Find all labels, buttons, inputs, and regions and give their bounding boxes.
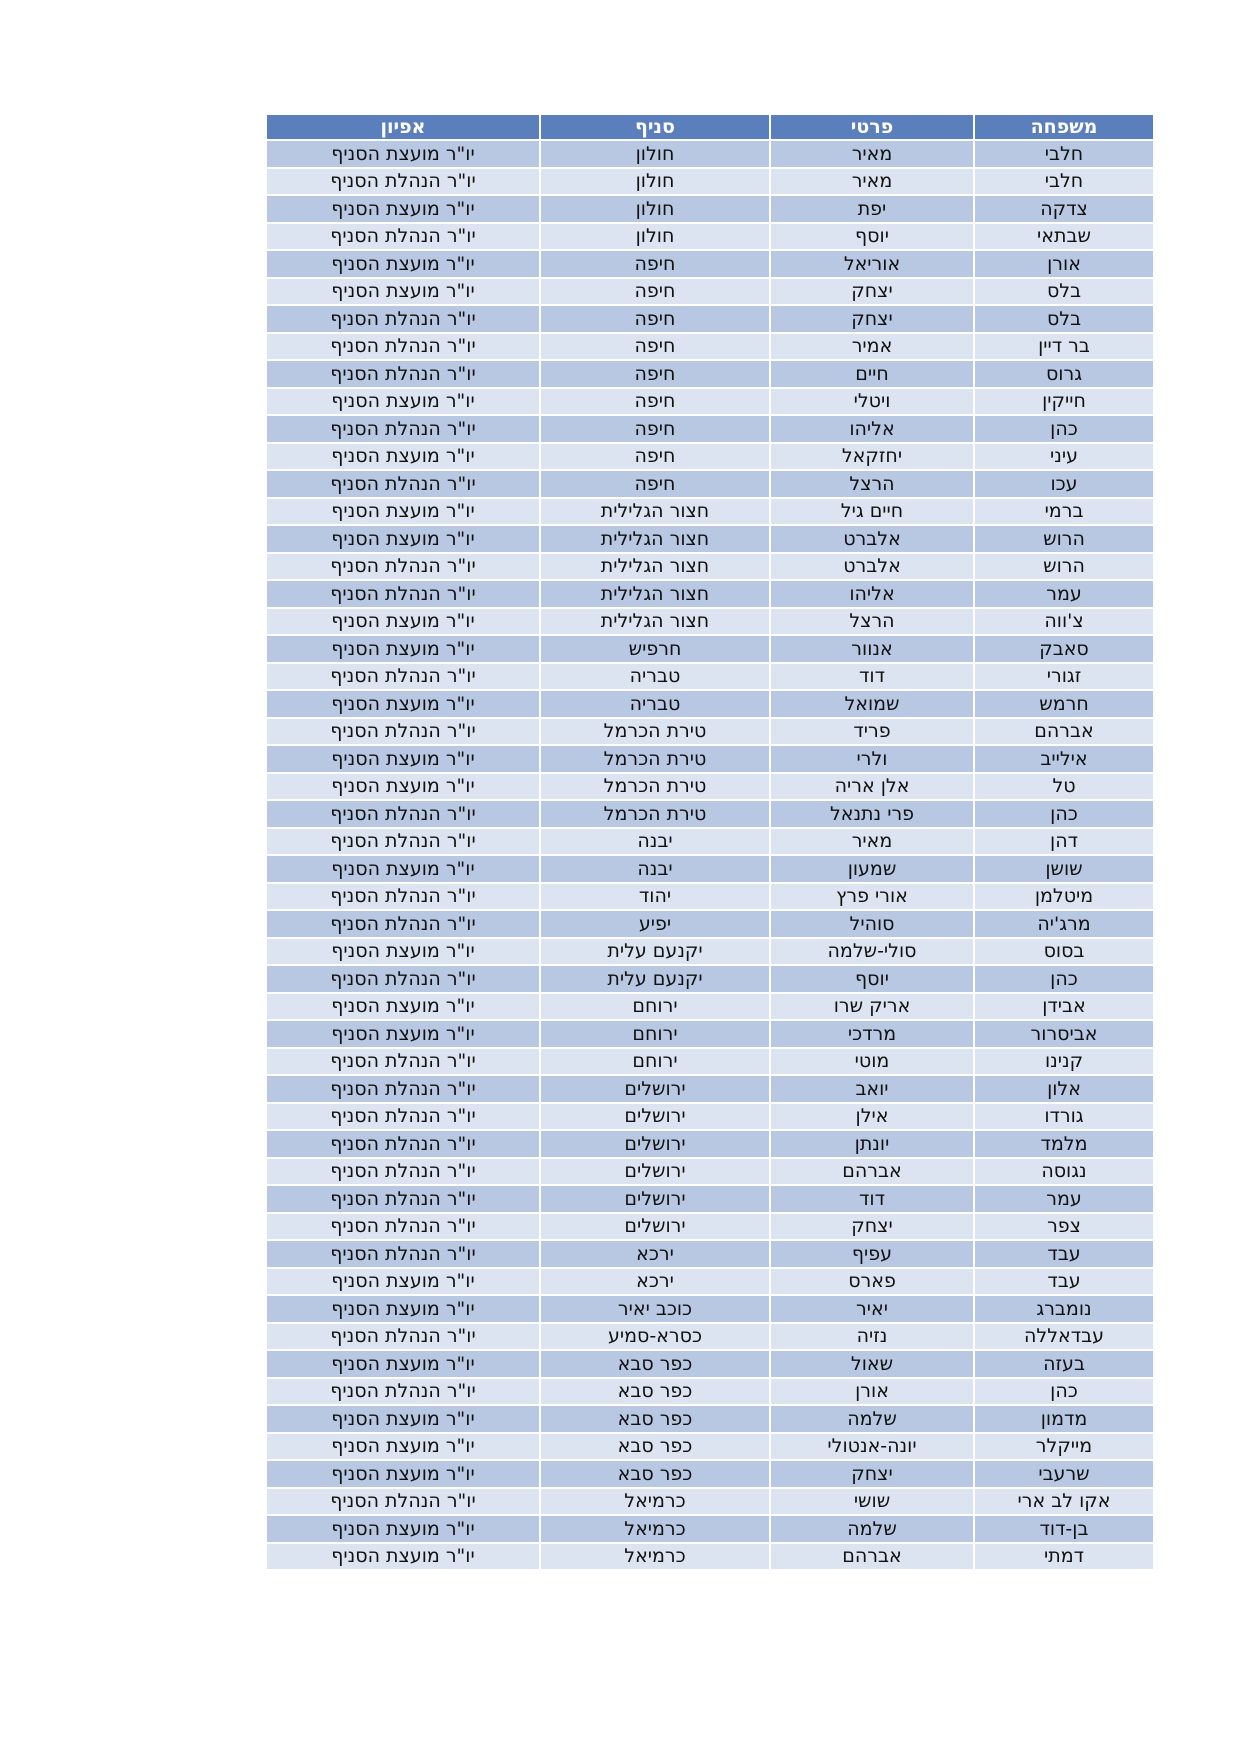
- cell-first-name: יצחק: [770, 305, 974, 333]
- cell-family: טל: [974, 773, 1154, 801]
- cell-role: יו"ר מועצת הסניף: [266, 745, 540, 773]
- table-row: [266, 580, 1154, 608]
- cell-branch: ירושלים: [540, 1185, 770, 1213]
- cell-role: יו"ר מועצת הסניף: [266, 443, 540, 471]
- cell-branch: חולון: [540, 223, 770, 251]
- cell-family: שרעבי: [974, 1460, 1154, 1488]
- cell-role: יו"ר הנהלת הסניף: [266, 663, 540, 691]
- table-row: [266, 910, 1154, 938]
- table-row: [266, 168, 1154, 196]
- cell-first-name: מאיר: [770, 140, 974, 168]
- cell-first-name: ולרי: [770, 745, 974, 773]
- cell-family: בלס: [974, 305, 1154, 333]
- table-row: [266, 333, 1154, 361]
- table-row: [266, 1350, 1154, 1378]
- header-row: [266, 114, 1154, 140]
- cell-branch: ירושלים: [540, 1103, 770, 1131]
- cell-role: יו"ר מועצת הסניף: [266, 608, 540, 636]
- cell-first-name: עפיף: [770, 1240, 974, 1268]
- cell-first-name: יחזקאל: [770, 443, 974, 471]
- cell-first-name: חיים: [770, 360, 974, 388]
- cell-family: עמר: [974, 1185, 1154, 1213]
- table-row: [266, 883, 1154, 911]
- cell-family: כהן: [974, 415, 1154, 443]
- cell-family: זגורי: [974, 663, 1154, 691]
- cell-branch: חיפה: [540, 305, 770, 333]
- cell-family: מרג'יה: [974, 910, 1154, 938]
- cell-branch: ירוחם: [540, 1048, 770, 1076]
- table-row: [266, 773, 1154, 801]
- cell-branch: ירושלים: [540, 1130, 770, 1158]
- cell-first-name: אילן: [770, 1103, 974, 1131]
- table-body: [266, 140, 1154, 1570]
- table-row: [266, 1323, 1154, 1351]
- table-row: [266, 635, 1154, 663]
- cell-role: יו"ר מועצת הסניף: [266, 855, 540, 883]
- cell-branch: ירושלים: [540, 1075, 770, 1103]
- cell-family: צ'ווה: [974, 608, 1154, 636]
- cell-role: יו"ר הנהלת הסניף: [266, 1048, 540, 1076]
- cell-branch: כרמיאל: [540, 1515, 770, 1543]
- cell-first-name: אורן: [770, 1378, 974, 1406]
- cell-family: אורן: [974, 250, 1154, 278]
- table-row: [266, 250, 1154, 278]
- cell-branch: כרמיאל: [540, 1543, 770, 1571]
- cell-branch: חיפה: [540, 443, 770, 471]
- table-row: [266, 1378, 1154, 1406]
- cell-branch: כסרא-סמיע: [540, 1323, 770, 1351]
- cell-branch: יבנה: [540, 855, 770, 883]
- cell-first-name: אוריאל: [770, 250, 974, 278]
- cell-first-name: יצחק: [770, 278, 974, 306]
- column-header-role: אפיון: [266, 114, 540, 140]
- cell-branch: כפר סבא: [540, 1350, 770, 1378]
- table-row: [266, 305, 1154, 333]
- table-row: [266, 965, 1154, 993]
- cell-role: יו"ר הנהלת הסניף: [266, 580, 540, 608]
- cell-branch: ירוחם: [540, 993, 770, 1021]
- cell-first-name: שמעון: [770, 855, 974, 883]
- cell-family: גורדו: [974, 1103, 1154, 1131]
- cell-family: חרמש: [974, 690, 1154, 718]
- cell-role: יו"ר הנהלת הסניף: [266, 1240, 540, 1268]
- cell-branch: ירכא: [540, 1240, 770, 1268]
- cell-first-name: יצחק: [770, 1213, 974, 1241]
- cell-branch: יקנעם עלית: [540, 938, 770, 966]
- cell-role: יו"ר מועצת הסניף: [266, 773, 540, 801]
- cell-family: אקו לב ארי: [974, 1488, 1154, 1516]
- cell-first-name: שושי: [770, 1488, 974, 1516]
- table-row: [266, 828, 1154, 856]
- cell-branch: חיפה: [540, 388, 770, 416]
- cell-first-name: פרי נתנאל: [770, 800, 974, 828]
- cell-first-name: דוד: [770, 1185, 974, 1213]
- cell-first-name: מאיר: [770, 168, 974, 196]
- cell-family: עמר: [974, 580, 1154, 608]
- cell-family: קנינו: [974, 1048, 1154, 1076]
- cell-first-name: יאיר: [770, 1295, 974, 1323]
- cell-branch: חרפיש: [540, 635, 770, 663]
- cell-family: עבדאללה: [974, 1323, 1154, 1351]
- cell-first-name: פריד: [770, 718, 974, 746]
- cell-role: יו"ר הנהלת הסניף: [266, 305, 540, 333]
- table-row: [266, 1213, 1154, 1241]
- table-row: [266, 223, 1154, 251]
- cell-role: יו"ר הנהלת הסניף: [266, 718, 540, 746]
- table-row: [266, 800, 1154, 828]
- cell-role: יו"ר הנהלת הסניף: [266, 965, 540, 993]
- cell-role: יו"ר מועצת הסניף: [266, 1295, 540, 1323]
- table-row: [266, 855, 1154, 883]
- cell-role: יו"ר מועצת הסניף: [266, 1460, 540, 1488]
- cell-branch: כפר סבא: [540, 1460, 770, 1488]
- cell-first-name: שאול: [770, 1350, 974, 1378]
- cell-branch: כרמיאל: [540, 1488, 770, 1516]
- cell-family: כהן: [974, 800, 1154, 828]
- cell-role: יו"ר מועצת הסניף: [266, 1433, 540, 1461]
- cell-role: יו"ר הנהלת הסניף: [266, 883, 540, 911]
- cell-family: עבד: [974, 1268, 1154, 1296]
- cell-first-name: אנוור: [770, 635, 974, 663]
- cell-family: הרוש: [974, 525, 1154, 553]
- cell-first-name: דוד: [770, 663, 974, 691]
- cell-role: יו"ר הנהלת הסניף: [266, 360, 540, 388]
- cell-first-name: מוטי: [770, 1048, 974, 1076]
- cell-first-name: פארס: [770, 1268, 974, 1296]
- cell-role: יו"ר הנהלת הסניף: [266, 1323, 540, 1351]
- cell-branch: יהוד: [540, 883, 770, 911]
- cell-branch: ירושלים: [540, 1158, 770, 1186]
- cell-role: יו"ר מועצת הסניף: [266, 498, 540, 526]
- cell-family: סאבק: [974, 635, 1154, 663]
- cell-role: יו"ר הנהלת הסניף: [266, 553, 540, 581]
- cell-first-name: אלן אריה: [770, 773, 974, 801]
- cell-family: צפר: [974, 1213, 1154, 1241]
- cell-branch: חיפה: [540, 250, 770, 278]
- cell-family: מייקלר: [974, 1433, 1154, 1461]
- cell-branch: טירת הכרמל: [540, 745, 770, 773]
- cell-family: ברמי: [974, 498, 1154, 526]
- cell-branch: חולון: [540, 140, 770, 168]
- cell-role: יו"ר מועצת הסניף: [266, 1020, 540, 1048]
- cell-role: יו"ר הנהלת הסניף: [266, 1103, 540, 1131]
- cell-branch: יפיע: [540, 910, 770, 938]
- table-row: [266, 1295, 1154, 1323]
- table-row: [266, 1075, 1154, 1103]
- branch-chairs-table: [265, 113, 1155, 1571]
- cell-family: גרוס: [974, 360, 1154, 388]
- cell-first-name: סוהיל: [770, 910, 974, 938]
- table-row: [266, 415, 1154, 443]
- cell-role: יו"ר הנהלת הסניף: [266, 828, 540, 856]
- cell-role: יו"ר הנהלת הסניף: [266, 1213, 540, 1241]
- cell-role: יו"ר מועצת הסניף: [266, 525, 540, 553]
- cell-role: יו"ר מועצת הסניף: [266, 993, 540, 1021]
- cell-first-name: הרצל: [770, 470, 974, 498]
- table-row: [266, 140, 1154, 168]
- cell-first-name: שלמה: [770, 1405, 974, 1433]
- cell-first-name: מרדכי: [770, 1020, 974, 1048]
- cell-first-name: שמואל: [770, 690, 974, 718]
- cell-first-name: יוסף: [770, 223, 974, 251]
- table-row: [266, 1158, 1154, 1186]
- table-row: [266, 1515, 1154, 1543]
- cell-family: עיני: [974, 443, 1154, 471]
- cell-branch: חיפה: [540, 470, 770, 498]
- cell-first-name: אלברט: [770, 553, 974, 581]
- table-row: [266, 1185, 1154, 1213]
- table-row: [266, 1130, 1154, 1158]
- cell-role: יו"ר הנהלת הסניף: [266, 223, 540, 251]
- cell-family: הרוש: [974, 553, 1154, 581]
- cell-role: יו"ר הנהלת הסניף: [266, 1185, 540, 1213]
- cell-branch: טירת הכרמל: [540, 773, 770, 801]
- cell-first-name: יואב: [770, 1075, 974, 1103]
- cell-first-name: הרצל: [770, 608, 974, 636]
- table-row: [266, 690, 1154, 718]
- cell-role: יו"ר מועצת הסניף: [266, 1350, 540, 1378]
- table-row: [266, 718, 1154, 746]
- cell-family: בן-דוד: [974, 1515, 1154, 1543]
- cell-first-name: אמיר: [770, 333, 974, 361]
- cell-branch: חצור הגלילית: [540, 553, 770, 581]
- cell-role: יו"ר הנהלת הסניף: [266, 470, 540, 498]
- cell-family: עכו: [974, 470, 1154, 498]
- table-row: [266, 745, 1154, 773]
- cell-role: יו"ר הנהלת הסניף: [266, 333, 540, 361]
- cell-first-name: יונה-אנטולי: [770, 1433, 974, 1461]
- cell-branch: ירכא: [540, 1268, 770, 1296]
- table-row: [266, 360, 1154, 388]
- cell-family: מלמד: [974, 1130, 1154, 1158]
- cell-family: בעזה: [974, 1350, 1154, 1378]
- cell-role: יו"ר הנהלת הסניף: [266, 1488, 540, 1516]
- cell-branch: טירת הכרמל: [540, 718, 770, 746]
- cell-first-name: יפת: [770, 195, 974, 223]
- cell-family: דמתי: [974, 1543, 1154, 1571]
- cell-branch: טירת הכרמל: [540, 800, 770, 828]
- cell-family: שושן: [974, 855, 1154, 883]
- cell-family: מיטלמן: [974, 883, 1154, 911]
- document-page: [265, 113, 1153, 1571]
- cell-family: עבד: [974, 1240, 1154, 1268]
- cell-role: יו"ר הנהלת הסניף: [266, 415, 540, 443]
- cell-first-name: ויטלי: [770, 388, 974, 416]
- cell-branch: חצור הגלילית: [540, 608, 770, 636]
- cell-family: נומברג: [974, 1295, 1154, 1323]
- cell-family: בר דיין: [974, 333, 1154, 361]
- table-row: [266, 993, 1154, 1021]
- cell-role: יו"ר הנהלת הסניף: [266, 168, 540, 196]
- table-row: [266, 1405, 1154, 1433]
- table-row: [266, 553, 1154, 581]
- cell-first-name: סולי-שלמה: [770, 938, 974, 966]
- cell-family: דהן: [974, 828, 1154, 856]
- cell-family: בלס: [974, 278, 1154, 306]
- cell-first-name: אברהם: [770, 1543, 974, 1571]
- table-row: [266, 1240, 1154, 1268]
- cell-branch: יבנה: [540, 828, 770, 856]
- cell-first-name: אליהו: [770, 415, 974, 443]
- column-header-family: משפחה: [974, 114, 1154, 140]
- cell-first-name: יצחק: [770, 1460, 974, 1488]
- cell-family: מדמון: [974, 1405, 1154, 1433]
- cell-role: יו"ר הנהלת הסניף: [266, 1075, 540, 1103]
- cell-branch: חיפה: [540, 360, 770, 388]
- table-row: [266, 1048, 1154, 1076]
- cell-family: צדקה: [974, 195, 1154, 223]
- cell-family: אבידן: [974, 993, 1154, 1021]
- cell-family: אלון: [974, 1075, 1154, 1103]
- table-row: [266, 443, 1154, 471]
- cell-role: יו"ר מועצת הסניף: [266, 250, 540, 278]
- table-row: [266, 608, 1154, 636]
- table-row: [266, 1103, 1154, 1131]
- cell-role: יו"ר הנהלת הסניף: [266, 1130, 540, 1158]
- cell-role: יו"ר מועצת הסניף: [266, 1405, 540, 1433]
- table-row: [266, 1268, 1154, 1296]
- cell-role: יו"ר הנהלת הסניף: [266, 910, 540, 938]
- cell-family: בסוס: [974, 938, 1154, 966]
- cell-first-name: יונתן: [770, 1130, 974, 1158]
- cell-role: יו"ר מועצת הסניף: [266, 1543, 540, 1571]
- column-header-branch: סניף: [540, 114, 770, 140]
- table-row: [266, 498, 1154, 526]
- cell-first-name: אורי פרץ: [770, 883, 974, 911]
- table-header: [266, 114, 1154, 140]
- cell-first-name: חיים גיל: [770, 498, 974, 526]
- cell-family: נגוסה: [974, 1158, 1154, 1186]
- cell-first-name: אליהו: [770, 580, 974, 608]
- cell-first-name: אריק שרו: [770, 993, 974, 1021]
- cell-first-name: מאיר: [770, 828, 974, 856]
- cell-family: חלבי: [974, 140, 1154, 168]
- cell-branch: טבריה: [540, 690, 770, 718]
- cell-first-name: שלמה: [770, 1515, 974, 1543]
- cell-role: יו"ר הנהלת הסניף: [266, 1158, 540, 1186]
- cell-family: כהן: [974, 965, 1154, 993]
- table-row: [266, 1020, 1154, 1048]
- cell-family: חלבי: [974, 168, 1154, 196]
- table-row: [266, 938, 1154, 966]
- column-header-first-name: פרטי: [770, 114, 974, 140]
- cell-role: יו"ר מועצת הסניף: [266, 388, 540, 416]
- cell-role: יו"ר הנהלת הסניף: [266, 1378, 540, 1406]
- cell-branch: טבריה: [540, 663, 770, 691]
- cell-role: יו"ר מועצת הסניף: [266, 690, 540, 718]
- cell-family: חייקין: [974, 388, 1154, 416]
- cell-role: יו"ר הנהלת הסניף: [266, 800, 540, 828]
- cell-branch: כוכב יאיר: [540, 1295, 770, 1323]
- cell-role: יו"ר מועצת הסניף: [266, 1268, 540, 1296]
- cell-branch: חצור הגלילית: [540, 525, 770, 553]
- cell-family: שבתאי: [974, 223, 1154, 251]
- cell-family: אילייב: [974, 745, 1154, 773]
- cell-first-name: אברהם: [770, 1158, 974, 1186]
- cell-role: יו"ר מועצת הסניף: [266, 1515, 540, 1543]
- table-row: [266, 470, 1154, 498]
- table-row: [266, 388, 1154, 416]
- table-row: [266, 663, 1154, 691]
- cell-branch: חולון: [540, 195, 770, 223]
- table-row: [266, 1488, 1154, 1516]
- cell-branch: חיפה: [540, 415, 770, 443]
- cell-branch: ירוחם: [540, 1020, 770, 1048]
- cell-branch: ירושלים: [540, 1213, 770, 1241]
- cell-branch: כפר סבא: [540, 1405, 770, 1433]
- cell-branch: חצור הגלילית: [540, 580, 770, 608]
- table-row: [266, 525, 1154, 553]
- cell-first-name: נזיה: [770, 1323, 974, 1351]
- cell-branch: חיפה: [540, 278, 770, 306]
- cell-branch: כפר סבא: [540, 1378, 770, 1406]
- cell-branch: חיפה: [540, 333, 770, 361]
- cell-role: יו"ר מועצת הסניף: [266, 195, 540, 223]
- cell-family: אביסרור: [974, 1020, 1154, 1048]
- cell-role: יו"ר מועצת הסניף: [266, 278, 540, 306]
- cell-first-name: אלברט: [770, 525, 974, 553]
- table-row: [266, 1433, 1154, 1461]
- table-row: [266, 278, 1154, 306]
- cell-branch: חצור הגלילית: [540, 498, 770, 526]
- cell-branch: חולון: [540, 168, 770, 196]
- table-row: [266, 195, 1154, 223]
- cell-role: יו"ר מועצת הסניף: [266, 140, 540, 168]
- cell-family: כהן: [974, 1378, 1154, 1406]
- cell-branch: יקנעם עלית: [540, 965, 770, 993]
- table-row: [266, 1543, 1154, 1571]
- cell-role: יו"ר מועצת הסניף: [266, 635, 540, 663]
- cell-branch: כפר סבא: [540, 1433, 770, 1461]
- cell-family: אברהם: [974, 718, 1154, 746]
- table-row: [266, 1460, 1154, 1488]
- cell-first-name: יוסף: [770, 965, 974, 993]
- cell-role: יו"ר מועצת הסניף: [266, 938, 540, 966]
